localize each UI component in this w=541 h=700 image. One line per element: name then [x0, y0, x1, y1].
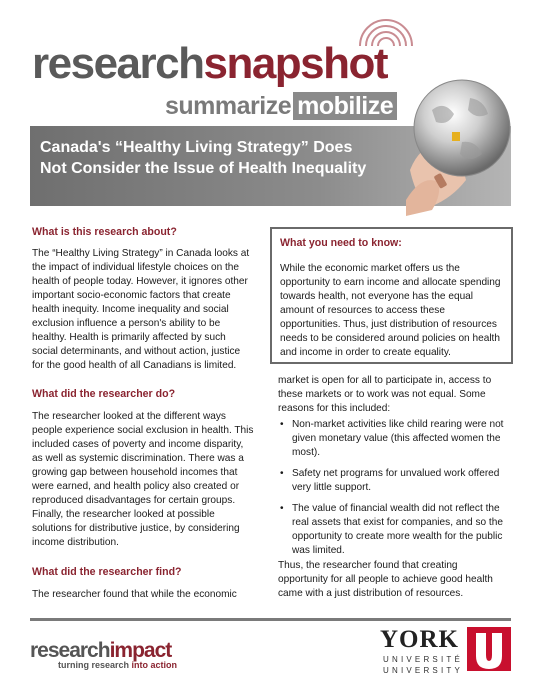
ri-tagline [58, 660, 177, 670]
york-u-logo [467, 627, 511, 671]
york-universite: UNIVERSITÉ [383, 655, 464, 664]
brand-mobilize: mobilize [293, 92, 397, 120]
findings-conclusion: Thus, the researcher found that creating opportunity for all people to achieve good health came with a just distribution of resources. [278, 560, 493, 599]
ri-impact: impact [109, 639, 172, 662]
list-item: • Safety net programs for unvalued work offered very little support. [278, 467, 510, 495]
footer-divider [30, 618, 511, 621]
brand-research: research [32, 39, 204, 88]
york-u-icon [467, 627, 511, 671]
signal-arcs-icon [350, 10, 420, 60]
page-title: Canada's “Healthy Living Strategy” Does Not Consider the Issue of Health Inequality [40, 139, 367, 177]
need-to-know-heading: What you need to know: [280, 237, 402, 249]
brand-summarize: summarize [165, 92, 292, 120]
york-university: UNIVERSITY [383, 666, 464, 675]
section-heading-find: What did the researcher find? [32, 566, 182, 578]
findings-list [278, 418, 510, 558]
research-impact-logo [30, 640, 171, 662]
list-item: • The value of financial wealth did not reflect the real assets that exist for companies, and so the opportunity to create more wealth for the public was limited. [278, 502, 510, 558]
list-item: • Non-market activities like child rearing were not given monetary value (this affected women the most). [278, 418, 510, 460]
section-heading-about: What is this research about? [32, 226, 177, 238]
need-to-know-text: While the economic market offers us the opportunity to earn income and allocate spending towards health, not everyone has the equal amount of resources to access these opportunities. Thus, just distribution of resources needs to be considered around policies on health and income in order to create equality. [280, 263, 501, 358]
ri-tag-a: turning research [58, 660, 130, 670]
ri-research: research [30, 639, 110, 662]
section-text-did: The researcher looked at the different ways people experience social exclusion in health. This included cases of poverty and income disparity, as well as systemic discrimination. There was a growing gap between household incomes that were earned, and health policy also created or reproduced disadvantages for certain groups. Finally, the researcher looked at possible solutions for distributive justice, by considering income distribution. [32, 411, 254, 548]
brand-research-snapshot [32, 39, 388, 88]
section-heading-did: What did the researcher do? [32, 388, 176, 400]
brand-tagline [165, 93, 397, 119]
findings-list-wrap [278, 418, 510, 565]
globe-hand-image [392, 70, 518, 218]
york-wordmark: YORK [380, 626, 459, 653]
section-text-about: The “Healthy Living Strategy” in Canada looks at the impact of individual lifestyle choices on the health of people today. However, it ignores other important socio-economic factors that create health inequity. Income inequality and social exclusion influence a person's ability to be healthy. Health is primarily affected by such social determinants, and without action, justice for the good health of all Canadians is limited. [32, 248, 250, 371]
brand-snapshot: snapshot [203, 39, 388, 88]
ri-tag-b: into action [131, 660, 178, 670]
findings-continued: market is open for all to participate in, access to these markets or to work was not equal. Some reasons for this included: [278, 375, 492, 414]
section-text-find: The researcher found that while the economic [32, 589, 237, 600]
